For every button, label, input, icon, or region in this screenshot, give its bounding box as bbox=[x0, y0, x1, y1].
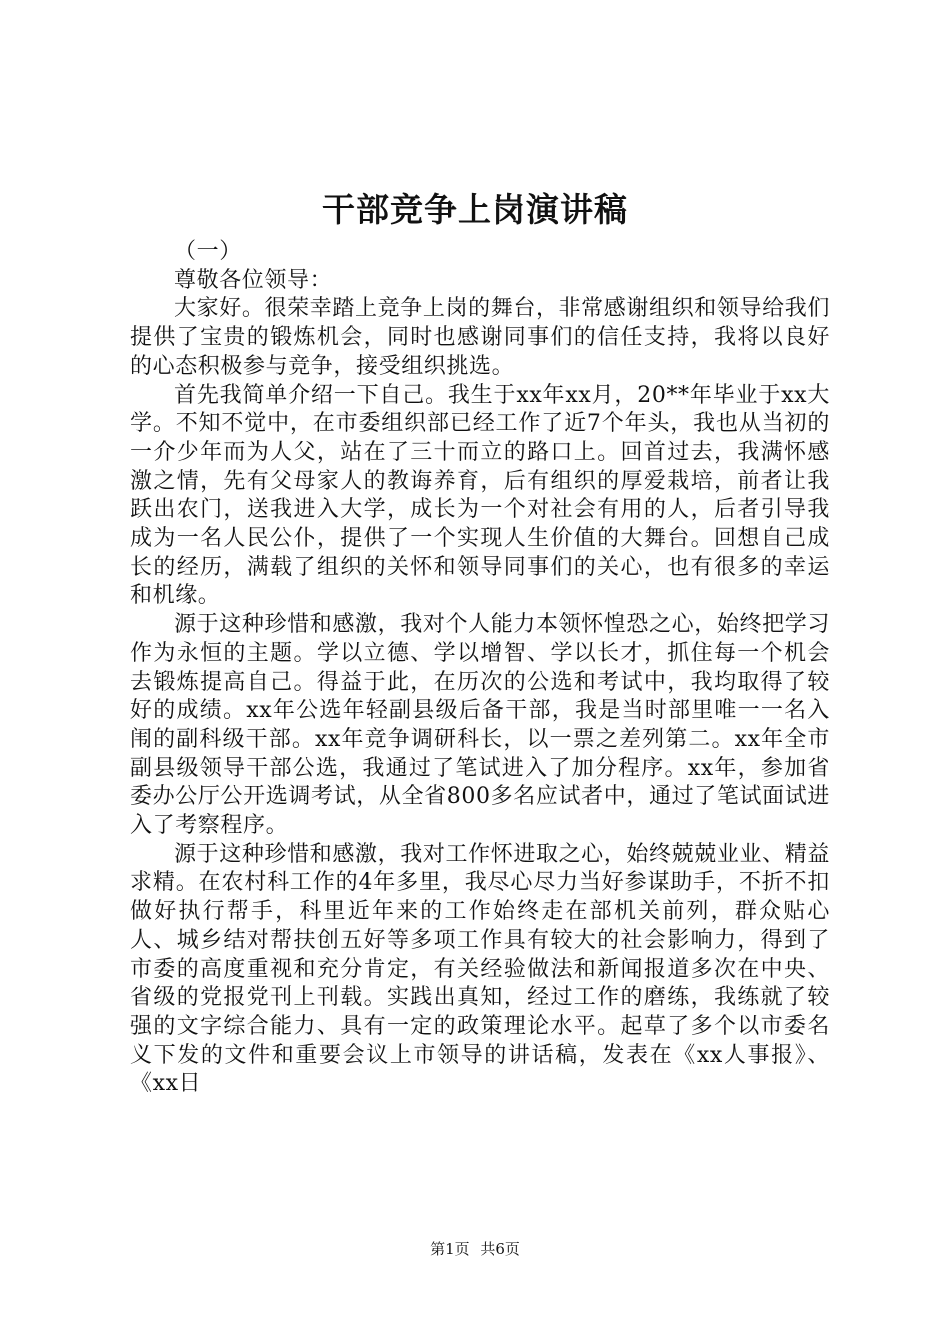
page-footer bbox=[0, 1238, 950, 1260]
salutation: 尊敬各位领导： bbox=[174, 267, 333, 293]
document-title: 干部竞争上岗演讲稿 bbox=[322, 190, 628, 229]
paragraph-self-intro: 首先我简单介绍一下自己。我生于xx年xx月，20**年毕业于xx大学。不知不觉中，在市委组织部已经工作了近7个年头，我也从当初的一介少年而为人父，站在了三十而立的路口上。回首过去，我满怀感激之情，先有父母家人的教诲养育，后有组织的厚爱栽培，前者让我跃出农门，送我进入大学，成长为一个对社会有用的人，后者引导我成为一名人民公仆，提供了一个实现人生价值的大舞台。回想自己成长的经历，满载了组织的关怀和领导同事们的关心，也有很多的幸运和机缘。 bbox=[130, 382, 830, 609]
paragraph-work: 源于这种珍惜和感激，我对工作怀进取之心，始终兢兢业业、精益求精。在农村科工作的4年多里，我尽心尽力当好参谋助手，不折不扣做好执行帮手，科里近年来的工作始终走在部机关前列，群众贴心人、城乡结对帮扶创五好等多项工作具有较大的社会影响力，得到了市委的高度重视和充分肯定，有关经验做法和新闻报道多次在中央、省级的党报党刊上刊载。实践出真知，经过工作的磨练，我练就了较强的文字综合能力、具有一定的政策理论水平。起草了多个以市委名义下发的文件和重要会议上市领导的讲话稿，发表在《xx人事报》、《xx日 bbox=[130, 841, 830, 1097]
page-total: 共6页 bbox=[480, 1240, 520, 1258]
page-number: 第1页 bbox=[430, 1240, 470, 1258]
paragraph-greeting: 大家好。很荣幸踏上竞争上岗的舞台，非常感谢组织和领导给我们提供了宝贵的锻炼机会，同时也感谢同事们的信任支持，我将以良好的心态积极参与竞争，接受组织挑选。 bbox=[130, 296, 830, 379]
document-body bbox=[130, 238, 830, 1099]
section-number: （一） bbox=[174, 239, 242, 264]
paragraph-learning: 源于这种珍惜和感激，我对个人能力本领怀惶恐之心，始终把学习作为永恒的主题。学以立德、学以增智、学以长才，抓住每一个机会去锻炼提高自己。得益于此，在历次的公选和考试中，我均取得了较好的成绩。xx年公选年轻副县级后备干部，我是当时部里唯一一名入闱的副科级干部。xx年竞争调研科长，以一票之差列第二。xx年全市副县级领导干部公选，我通过了笔试进入了加分程序。xx年，参加省委办公厅公开选调考试，从全省800多名应试者中，通过了笔试面试进入了考察程序。 bbox=[130, 612, 830, 839]
